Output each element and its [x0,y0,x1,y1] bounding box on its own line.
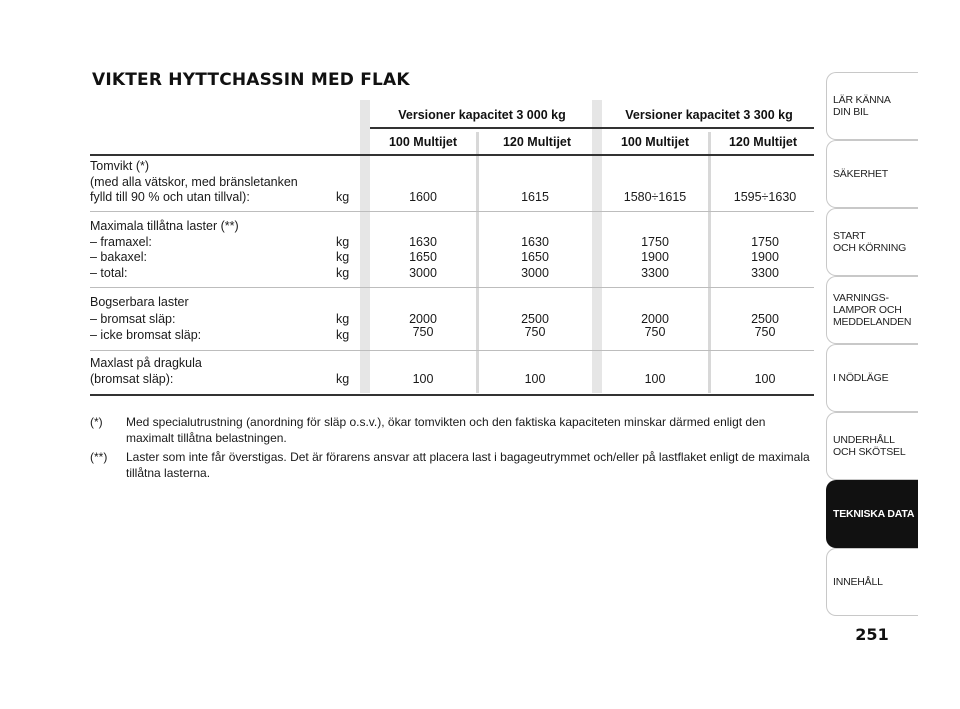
table-cell: 1650 [521,250,549,264]
row-divider [90,287,814,288]
tab-innehall[interactable] [826,548,918,616]
table-cell: 100 [412,371,434,386]
col-header: 120 Multijet [728,135,798,149]
table-cell: 100 [754,371,776,386]
col-header: 100 Multijet [388,135,458,149]
group-header-3000: Versioner kapacitet 3 000 kg [398,108,566,122]
table-cell: 750 [644,325,666,339]
tab-i-nodlage[interactable] [826,344,918,412]
row-label-line: – framaxel: [90,234,152,249]
table-cell: 750 [754,325,776,339]
row-label-line: Maxlast på dragkula [90,356,202,370]
table-cell: 1900 [641,250,669,264]
table-cell: 100 [644,371,666,386]
row-label-line: Tomvikt (*) [90,159,150,173]
row-label-line: – bromsat släp: [90,312,176,326]
row-label-line: – bakaxel: [90,250,147,264]
table-cell: 2500 [751,312,779,326]
footnote-mark: (*) [90,415,103,429]
tab-sakerhet[interactable] [826,140,918,208]
unit-label: kg [336,190,350,204]
footnote-text: Med specialutrustning (anordning för släp o.s.v.), ökar tomvikten och den faktiska kapaciteten minskar därmed enligt den maximalt tillåtna belastningen. [126,415,766,445]
row-label-line: – total: [90,265,128,280]
table-cell: 750 [412,325,434,339]
tab-varningslampor[interactable] [826,276,918,344]
row-label-line: – icke bromsat släp: [90,328,202,342]
table-cell: 2000 [641,312,669,326]
row-label-line: (med alla vätskor, med bränsletanken [90,174,298,189]
footnote-text: Laster som inte får överstigas. Det är förarens ansvar att placera last i bagageutrymmet och/eller på lastflaket enligt de maximala tillåtna lasterna. [126,450,810,480]
tab-label: I NÖDLÄGE [833,372,889,384]
table-cell: 3300 [641,265,669,280]
page-number: 251 [855,625,889,644]
group-header-3300: Versioner kapacitet 3 300 kg [625,108,793,122]
unit-label: kg [336,250,350,264]
header-rule [370,127,814,129]
table-cell: 1600 [409,190,437,204]
table-bottom-rule [90,394,814,396]
tab-label: VARNINGS- LAMPOR OCH MEDDELANDEN [833,292,912,328]
unit-label: kg [336,328,350,342]
table-cell: 100 [524,371,546,386]
footnotes [90,415,814,485]
row-label-line: Maximala tillåtna laster (**) [90,219,239,233]
tab-underhall[interactable] [826,412,918,480]
table-cell: 1595÷1630 [733,190,797,204]
table-cell: 1900 [751,250,779,264]
footnote-mark: (**) [90,450,108,464]
table-cell: 3000 [409,265,437,280]
row-divider [90,211,814,212]
weights-table [90,100,814,396]
tab-label: INNEHÅLL [833,576,883,588]
table-cell: 3300 [751,265,779,280]
table-cell: 1630 [521,234,549,249]
table-cell: 1650 [409,250,437,264]
row-label-line: Bogserbara laster [90,295,189,309]
col-header: 120 Multijet [502,135,572,149]
unit-label: kg [336,265,350,280]
unit-label: kg [336,234,350,249]
table-cell: 1630 [409,234,437,249]
footnote [90,415,814,446]
tab-start-och-korning[interactable] [826,208,918,276]
table-cell: 2000 [409,312,437,326]
row-label-line: (bromsat släp): [90,371,174,386]
table-cell: 750 [524,325,546,339]
tab-tekniska-data[interactable] [826,480,918,548]
table-cell: 1615 [521,190,549,204]
tab-label: SÄKERHET [833,168,888,180]
row-divider [90,350,814,351]
table-cell: 1750 [641,234,669,249]
footnote [90,450,814,481]
unit-label: kg [336,312,350,326]
table-cell: 1750 [751,234,779,249]
page-title: VIKTER HYTTCHASSIN MED FLAK [92,70,410,90]
table-cell: 3000 [521,265,549,280]
unit-label: kg [336,371,350,386]
header-bottom-rule [90,154,814,156]
row-label-line: fylld till 90 % och utan tillval): [90,190,250,204]
table-cell: 2500 [521,312,549,326]
col-header: 100 Multijet [620,135,690,149]
tab-label: START OCH KÖRNING [833,230,907,254]
chapter-tabs [826,72,918,616]
tab-label: TEKNISKA DATA [833,508,915,520]
tab-label: LÄR KÄNNA DIN BIL [833,94,891,118]
tab-label: UNDERHÅLL OCH SKÖTSEL [833,434,906,458]
tab-lar-kanna-din-bil[interactable] [826,72,918,140]
table-cell: 1580÷1615 [623,190,687,204]
